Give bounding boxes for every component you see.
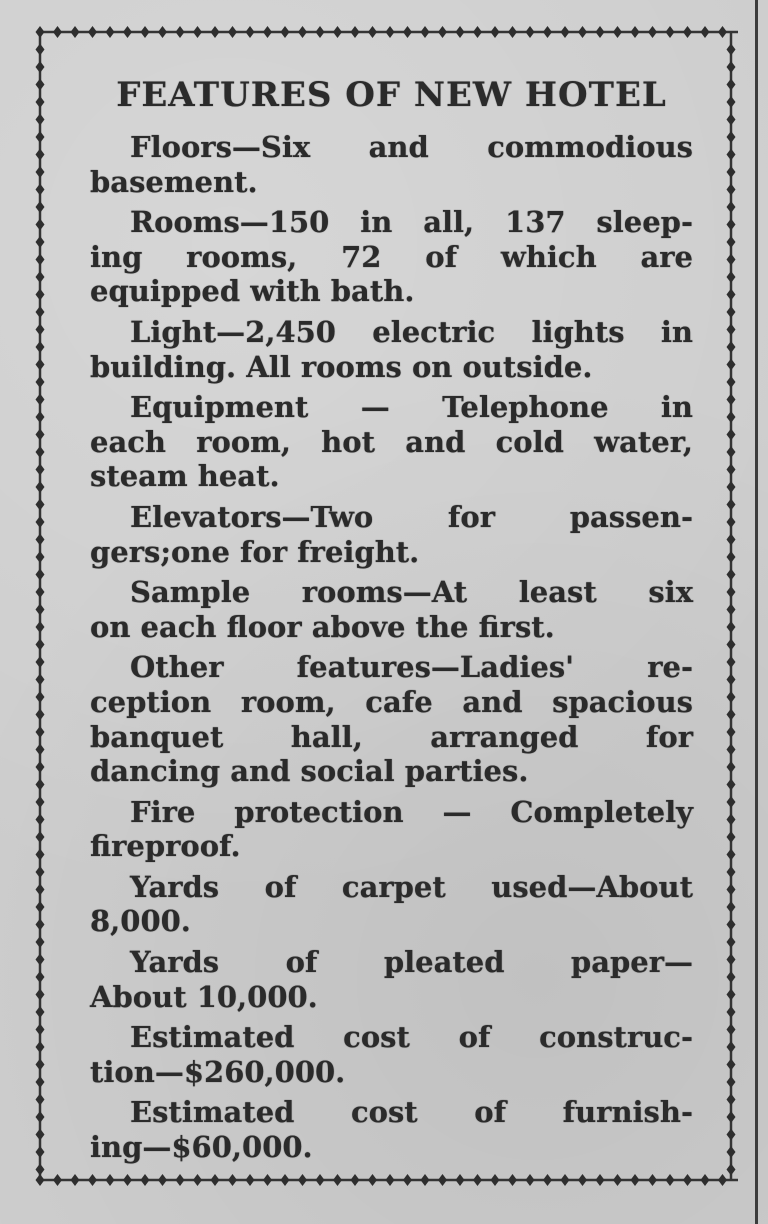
border-diamond [36,394,45,406]
border-diamond [106,1174,115,1186]
border-diamond [727,989,736,1001]
feature-line: each room, hot and cold water, [90,424,693,459]
border-diamond [727,639,736,651]
feature-line: equipped with bath. [90,274,415,309]
border-diamond [683,26,692,38]
border-diamond [727,481,736,493]
border-diamond [683,1174,692,1186]
border-diamond [123,26,132,38]
border-diamond [727,254,736,266]
border-diamond [727,44,736,56]
border-diamond [596,1174,605,1186]
border-diamond [727,464,736,476]
feature-line: 8,000. [90,904,191,939]
border-diamond [727,1129,736,1141]
border-diamond [701,1174,710,1186]
border-diamond [727,796,736,808]
border-diamond [176,1174,185,1186]
border-diamond [246,26,255,38]
border-diamond [386,26,395,38]
border-diamond [368,26,377,38]
border-diamond [36,1041,45,1053]
border-diamond [36,604,45,616]
border-diamond [36,621,45,633]
border-diamond [141,26,150,38]
border-diamond [561,26,570,38]
feature-item [90,390,693,494]
border-diamond [543,1174,552,1186]
border-diamond [727,166,736,178]
border-diamond [36,306,45,318]
border-diamond [727,1146,736,1158]
border-diamond [727,1111,736,1123]
border-diamond [727,674,736,686]
border-diamond [281,1174,290,1186]
border-diamond [727,866,736,878]
feature-line: Fire protection — Completely [130,794,693,829]
border-diamond [727,219,736,231]
border-diamond [473,26,482,38]
border-diamond [36,516,45,528]
border-diamond [53,26,62,38]
border-diamond [36,936,45,948]
border-diamond [727,954,736,966]
border-diamond [727,709,736,721]
border-diamond [36,1006,45,1018]
border-diamond [36,709,45,721]
border-diamond [666,26,675,38]
border-diamond [727,271,736,283]
border-diamond [211,1174,220,1186]
border-diamond [36,411,45,423]
border-diamond [36,814,45,826]
border-diamond [727,936,736,948]
feature-line: tion—$260,000. [90,1054,346,1089]
border-diamond [473,1174,482,1186]
border-diamond [298,26,307,38]
border-diamond [403,1174,412,1186]
feature-line: building. All rooms on outside. [90,349,593,384]
border-diamond [578,26,587,38]
border-diamond [718,1174,727,1186]
border-diamond [36,639,45,651]
border-diamond [36,1059,45,1071]
border-diamond [578,1174,587,1186]
border-diamond [631,26,640,38]
border-diamond [727,201,736,213]
border-diamond [36,184,45,196]
feature-line: basement. [90,164,258,199]
border-diamond [727,306,736,318]
border-diamond [727,499,736,511]
feature-item [90,870,693,939]
border-diamond [88,26,97,38]
border-diamond [228,26,237,38]
border-diamond [36,586,45,598]
border-diamond [727,919,736,931]
border-diamond [526,26,535,38]
border-diamond [36,446,45,458]
feature-line: Yards of pleated paper— [130,945,693,980]
feature-line: About 10,000. [90,979,318,1014]
border-diamond [727,236,736,248]
border-diamond [727,324,736,336]
feature-line: Estimated cost of construc- [130,1020,693,1055]
border-diamond [727,376,736,388]
border-diamond [316,1174,325,1186]
border-diamond [727,114,736,126]
border-diamond [727,411,736,423]
border-diamond [727,394,736,406]
border-diamond [666,1174,675,1186]
feature-line: Yards of carpet used—About [130,869,693,904]
border-diamond [36,289,45,301]
border-diamond [727,604,736,616]
border-diamond [36,429,45,441]
border-diamond [71,1174,80,1186]
feature-line: banquet hall, arranged for [90,719,693,754]
border-diamond [36,656,45,668]
border-diamond [36,271,45,283]
border-diamond [36,44,45,56]
border-diamond [727,551,736,563]
border-diamond [727,761,736,773]
border-diamond [491,26,500,38]
border-diamond [526,1174,535,1186]
feature-line: Equipment — Telephone in [130,390,693,425]
border-diamond [36,341,45,353]
feature-line: ing rooms, 72 of which are [90,239,693,274]
border-diamond [36,114,45,126]
border-diamond [228,1174,237,1186]
border-diamond [36,779,45,791]
border-diamond [727,1024,736,1036]
border-diamond [727,184,736,196]
border-diamond [727,1164,736,1176]
border-diamond [727,1041,736,1053]
border-diamond [71,26,80,38]
feature-line: Elevators—Two for passen- [130,499,693,534]
border-diamond [351,1174,360,1186]
border-diamond [36,149,45,161]
feature-line: Other features—Ladies' re- [130,650,693,685]
border-diamond [36,26,45,38]
border-diamond [727,569,736,581]
border-diamond [727,901,736,913]
border-diamond [727,779,736,791]
border-diamond [263,1174,272,1186]
border-diamond [36,464,45,476]
border-diamond [36,971,45,983]
border-diamond [438,1174,447,1186]
border-diamond [123,1174,132,1186]
border-diamond [36,534,45,546]
border-diamond [36,1164,45,1176]
border-diamond [36,481,45,493]
feature-item [90,795,693,864]
feature-line: ing—$60,000. [90,1130,313,1165]
border-diamond [727,831,736,843]
border-diamond [727,621,736,633]
feature-item [90,650,693,788]
border-diamond [727,96,736,108]
border-diamond [403,26,412,38]
border-diamond [36,61,45,73]
border-diamond [36,726,45,738]
headline: FEATURES OF NEW HOTEL [116,75,667,115]
border-diamond [158,1174,167,1186]
feature-item [90,575,693,644]
border-diamond [36,1146,45,1158]
feature-line: on each floor above the first. [90,609,555,644]
border-diamond [727,429,736,441]
border-diamond [36,254,45,266]
border-diamond [263,26,272,38]
border-diamond [281,26,290,38]
feature-item [90,205,693,309]
border-diamond [36,551,45,563]
border-diamond [727,289,736,301]
border-diamond [727,131,736,143]
feature-line: steam heat. [90,459,280,494]
border-diamond [36,219,45,231]
border-diamond [36,359,45,371]
border-diamond [727,849,736,861]
border-diamond [106,26,115,38]
border-diamond [36,849,45,861]
border-diamond [36,901,45,913]
border-diamond [36,674,45,686]
border-diamond [508,1174,517,1186]
border-diamond [36,989,45,1001]
border-diamond [631,1174,640,1186]
border-diamond [36,499,45,511]
border-diamond [36,79,45,91]
border-diamond [727,726,736,738]
border-diamond [648,1174,657,1186]
border-diamond [36,1111,45,1123]
feature-item [90,315,693,384]
border-diamond [386,1174,395,1186]
feature-line: ception room, cafe and spacious [90,684,693,719]
border-diamond [53,1174,62,1186]
border-diamond [36,919,45,931]
article [90,68,693,1171]
border-diamond [727,1059,736,1071]
border-diamond [88,1174,97,1186]
border-diamond [36,1024,45,1036]
border-diamond [176,26,185,38]
border-diamond [727,744,736,756]
border-diamond [727,586,736,598]
border-diamond [456,26,465,38]
border-diamond [561,1174,570,1186]
border-diamond [36,1174,45,1186]
border-diamond [727,61,736,73]
border-diamond [333,1174,342,1186]
border-diamond [727,884,736,896]
border-diamond [36,691,45,703]
border-diamond [648,26,657,38]
feature-line: fireproof. [90,829,241,864]
border-diamond [727,814,736,826]
border-diamond [36,831,45,843]
border-diamond [36,201,45,213]
border-diamond [727,446,736,458]
border-diamond [36,796,45,808]
border-diamond [727,534,736,546]
border-diamond [36,376,45,388]
feature-item [90,945,693,1014]
border-diamond [421,1174,430,1186]
border-diamond [36,866,45,878]
border-diamond [596,26,605,38]
feature-line: Floors—Six and commodious [130,130,693,164]
border-diamond [333,26,342,38]
border-diamond [421,26,430,38]
border-diamond [36,1094,45,1106]
border-diamond [456,1174,465,1186]
border-diamond [36,954,45,966]
border-diamond [613,1174,622,1186]
border-diamond [36,131,45,143]
border-diamond [36,96,45,108]
feature-line: dancing and social parties. [90,754,529,789]
border-diamond [727,1006,736,1018]
border-diamond [438,26,447,38]
border-diamond [158,26,167,38]
border-diamond [36,1129,45,1141]
feature-item [90,500,693,569]
border-diamond [316,26,325,38]
border-diamond [141,1174,150,1186]
border-diamond [727,1076,736,1088]
border-diamond [491,1174,500,1186]
feature-line: Light—2,450 electric lights in [130,314,693,349]
border-diamond [718,26,727,38]
border-diamond [727,149,736,161]
feature-line: Estimated cost of furnish- [130,1095,693,1130]
border-diamond [543,26,552,38]
border-diamond [508,26,517,38]
border-diamond [246,1174,255,1186]
feature-item [90,130,693,199]
border-diamond [727,691,736,703]
border-diamond [193,1174,202,1186]
feature-line: Sample rooms—At least six [130,575,693,610]
border-diamond [36,744,45,756]
border-diamond [36,761,45,773]
border-diamond [298,1174,307,1186]
feature-line: gers;one for freight. [90,534,420,569]
border-diamond [211,26,220,38]
feature-line: Rooms—150 in all, 137 sleep- [130,205,693,240]
border-diamond [727,359,736,371]
border-diamond [36,884,45,896]
border-diamond [727,79,736,91]
border-diamond [368,1174,377,1186]
border-diamond [727,971,736,983]
border-diamond [701,26,710,38]
border-diamond [36,569,45,581]
border-diamond [727,516,736,528]
feature-item [90,1095,693,1164]
feature-list [90,130,693,1165]
feature-item [90,1020,693,1089]
border-diamond [613,26,622,38]
border-diamond [727,341,736,353]
border-diamond [36,236,45,248]
border-diamond [351,26,360,38]
border-diamond [727,1094,736,1106]
border-diamond [727,656,736,668]
border-diamond [36,324,45,336]
border-diamond [193,26,202,38]
border-diamond [36,1076,45,1088]
border-diamond [36,166,45,178]
